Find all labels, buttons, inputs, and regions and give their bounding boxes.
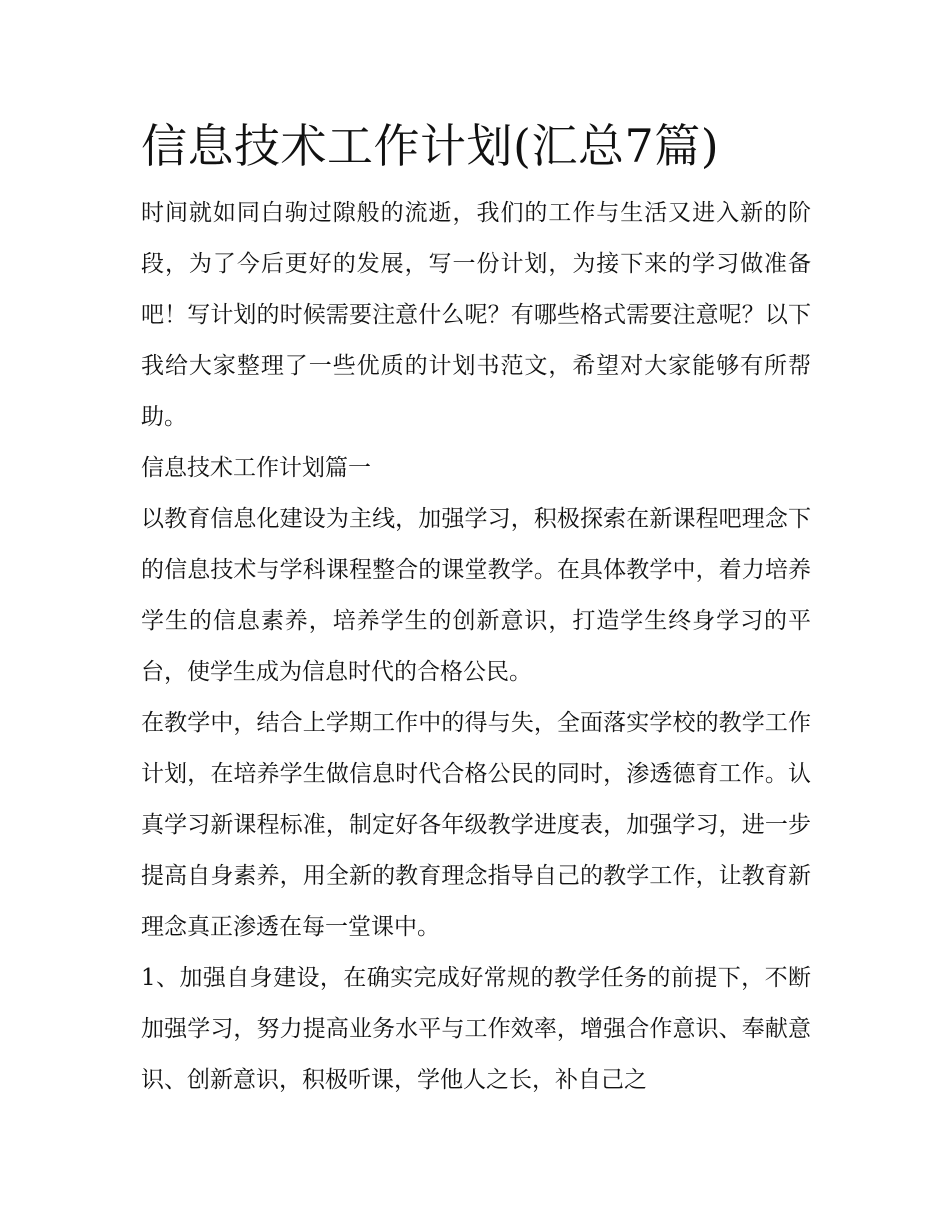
document-body xyxy=(141,112,811,1106)
document-title: 信息技术工作计划(汇总7篇) xyxy=(141,119,720,173)
paragraph-guideline: 以教育信息化建设为主线，加强学习，积极探索在新课程吧理念下的信息技术与学科课程整合的课堂教学。在具体教学中，着力培养学生的信息素养，培养学生的创新意识，打造学生终身学习的平台，使学生成为信息时代的合格公民。 xyxy=(141,506,811,685)
section-heading: 信息技术工作计划篇一 xyxy=(141,455,371,481)
paragraph-item-1: 1、加强自身建设，在确实完成好常规的教学任务的前提下，不断加强学习，努力提高业务水平与工作效率，增强合作意识、奉献意识、创新意识，积极听课，学他人之长，补自己之 xyxy=(141,965,811,1093)
paragraph-intro: 时间就如同白驹过隙般的流逝，我们的工作与生活又进入新的阶段，为了今后更好的发展，写一份计划，为接下来的学习做准备吧！写计划的时候需要注意什么呢？有哪些格式需要注意呢？以下我给大家整理了一些优质的计划书范文，希望对大家能够有所帮助。 xyxy=(141,200,811,430)
paragraph-teaching: 在教学中，结合上学期工作中的得与失，全面落实学校的教学工作计划，在培养学生做信息时代合格公民的同时，渗透德育工作。认真学习新课程标准，制定好各年级教学进度表，加强学习，进一步提高自身素养，用全新的教育理念指导自己的教学工作，让教育新理念真正渗透在每一堂课中。 xyxy=(141,710,811,940)
